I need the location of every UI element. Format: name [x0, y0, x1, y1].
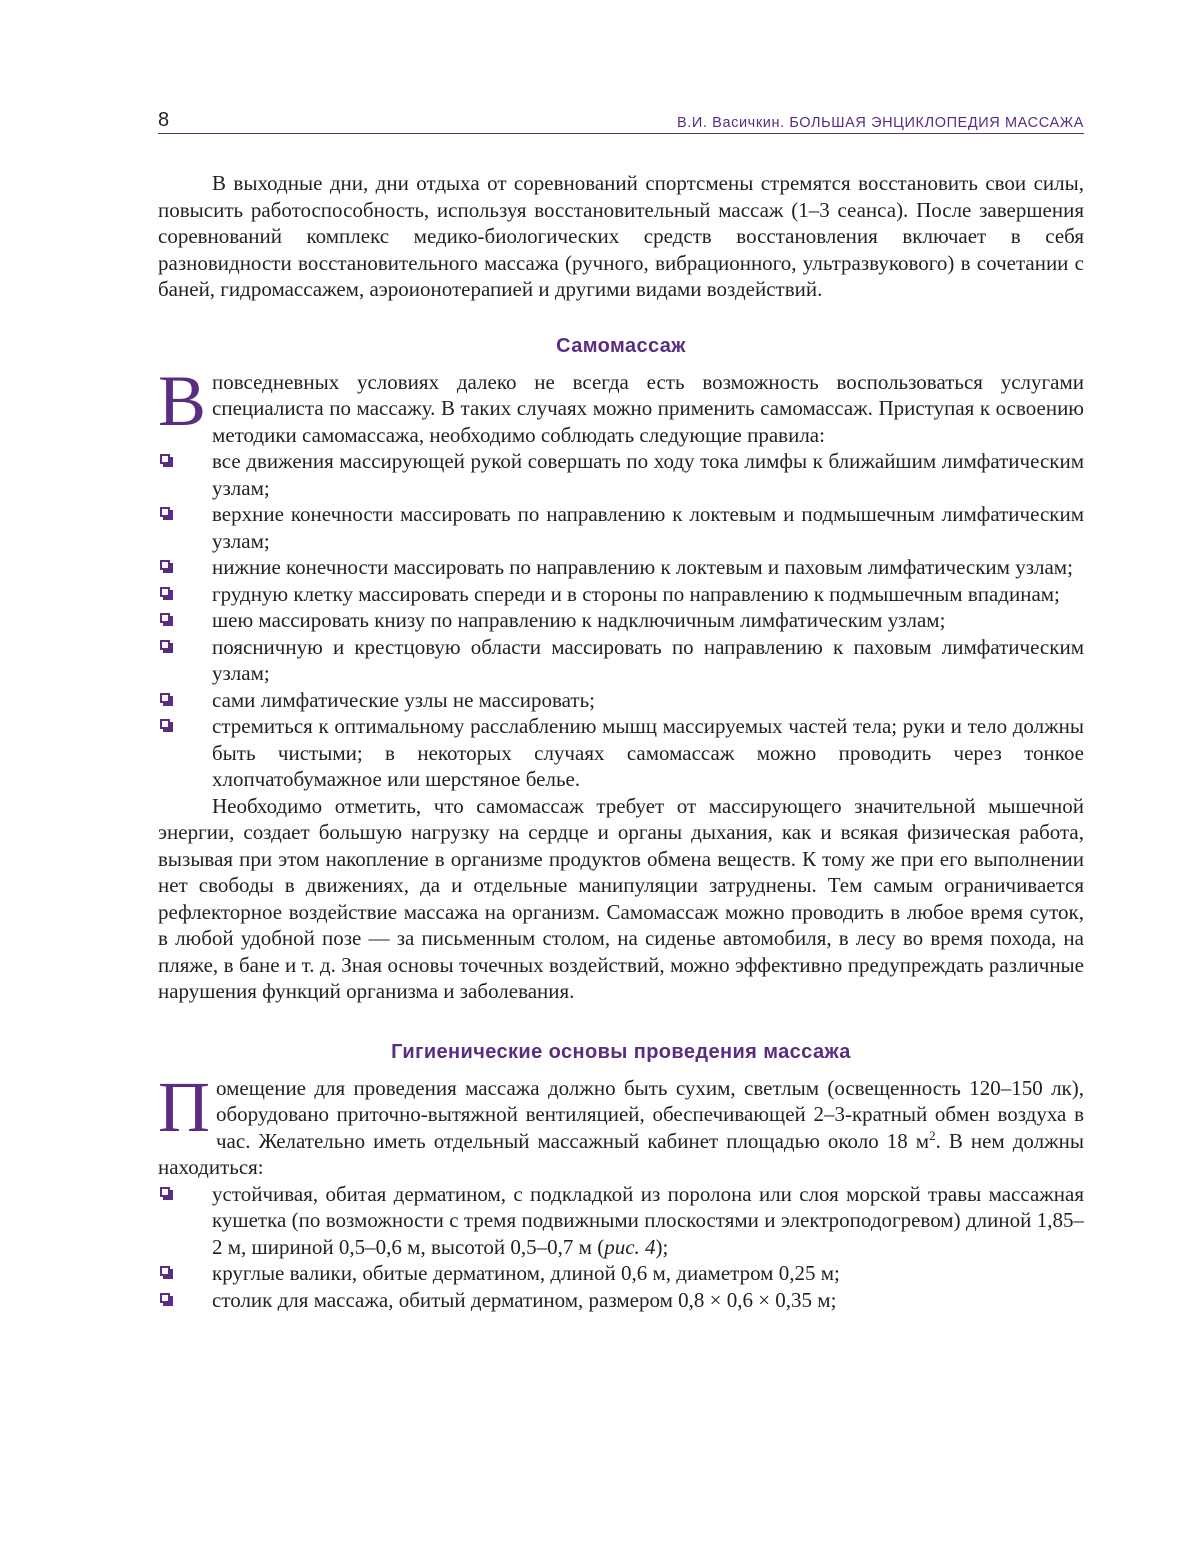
list-item-text: столик для массажа, обитый дерматином, размером 0,8 × 0,6 × 0,35 м;: [212, 1287, 837, 1312]
hygiene-equipment-list: [158, 1181, 1084, 1314]
figure-reference: рис. 4: [604, 1234, 656, 1259]
list-item-text: устойчивая, обитая дерматином, с подкладкой из поролона или слоя морской травы массажная кушетка (по возможности с тремя подвижными плоскостями и электроподогревом) длиной 1,85–2 м, шириной 0,5–0,6 м, высотой 0,5–0,7 м (: [212, 1181, 1084, 1259]
list-item: [158, 581, 1084, 608]
list-item-text: верхние конечности массировать по направлению к локтевым и подмышечным лимфатическим узлам;: [212, 502, 1084, 553]
list-item: [158, 1287, 1084, 1314]
intro-paragraph: В выходные дни, дни отдыха от соревнований спортсмены стремятся восстановить свои силы, повысить работоспособность, используя восстановительный массаж (1–3 сеанса). После завершения соревнований комплекс медико-биологических средств восстановления включает в себя разновидности восстановительного массажа (ручного, вибрационного, ультразвукового) в сочетании с баней, гидромассажем, аэроионотерапией и другими видами воздействий.: [158, 171, 1084, 301]
list-item: [158, 1181, 1084, 1261]
checkbox-bullet-icon: [160, 1293, 170, 1303]
list-item-text: шею массировать книзу по направлению к надключичным лимфатическим узлам;: [212, 608, 946, 632]
list-item-text: стремиться к оптимальному расслаблению мышц массируемых частей тела; руки и тело должны быть чистыми; в некоторых случаях самомассаж можно проводить через тонкое хлопчатобумажное или шерстяное белье.: [212, 714, 1084, 791]
document-page: [158, 104, 1084, 1313]
list-item-text: круглые валики, обитые дерматином, длиной 0,6 м, диаметром 0,25 м;: [212, 1261, 840, 1285]
list-item: [158, 634, 1084, 687]
page-content: [158, 170, 1084, 1313]
checkbox-bullet-icon: [160, 640, 170, 650]
lead-text-end: . В нем должны находиться:: [158, 1128, 1084, 1179]
checkbox-bullet-icon: [160, 454, 170, 464]
section-heading-self-massage: Самомассаж: [556, 334, 686, 357]
checkbox-bullet-icon: [160, 613, 170, 623]
self-massage-lead-paragraph: [158, 360, 1084, 449]
checkbox-bullet-icon: [160, 719, 170, 729]
list-item: [158, 448, 1084, 501]
checkbox-bullet-icon: [160, 507, 170, 517]
checkbox-bullet-icon: [160, 1187, 170, 1197]
checkbox-bullet-icon: [160, 587, 170, 597]
list-item: [158, 501, 1084, 554]
checkbox-bullet-icon: [160, 560, 170, 570]
checkbox-bullet-icon: [160, 1266, 170, 1276]
running-header: [158, 104, 1084, 134]
drop-cap: П: [158, 1066, 210, 1147]
list-item: [158, 607, 1084, 634]
list-item-text: грудную клетку массировать спереди и в стороны по направлению к подмышечным впадинам;: [212, 581, 1060, 606]
lead-text: повседневных условиях далеко не всегда есть возможность воспользоваться услугами специалиста по массажу. В таких случаях можно применить самомассаж. Приступая к освоению методики самомассажа, необходимо соблюдать следующие правила:: [212, 369, 1084, 447]
list-item: [158, 687, 1084, 714]
lead-text: омещение для проведения массажа должно быть сухим, светлым (освещенность 120–150 лк), оборудовано приточно-вытяжной вентиляцией, обеспечивающей 2–3-кратный обмен воздуха в час. Желательно иметь отдельный массажный кабинет площадью около 18 м: [216, 1075, 1084, 1153]
superscript: 2: [929, 1127, 936, 1143]
list-item-text: нижние конечности массировать по направлению к локтевым и паховым лимфатическим узлам;: [212, 555, 1073, 579]
section-heading-hygiene: Гигиенические основы проведения массажа: [391, 1040, 851, 1063]
list-item: [158, 554, 1084, 581]
list-item-text: все движения массирующей рукой совершать по ходу тока лимфы к ближайшим лимфатическим узлам;: [212, 449, 1084, 500]
checkbox-bullet-icon: [160, 693, 170, 703]
self-massage-rules-list: [158, 448, 1084, 793]
drop-cap: В: [158, 360, 207, 441]
list-item-text: сами лимфатические узлы не массировать;: [212, 687, 596, 712]
hygiene-lead-paragraph: [158, 1066, 1084, 1181]
page-number: 8: [158, 109, 170, 131]
list-item-text-end: );: [655, 1234, 669, 1259]
self-massage-closing-paragraph: Необходимо отметить, что самомассаж требует от массирующего значительной мышечной энергии, создает большую нагрузку на сердце и органы дыхания, как и всякая физическая работа, вызывая при этом накопление в организме продуктов обмена веществ. К тому же при его выполнении нет свободы в движениях, да и отдельные манипуляции затруднены. Тем самым ограничивается рефлекторное воздействие массажа на организм. Самомассаж можно проводить в любое время суток, в любой удобной позе — за письменным столом, на сиденье автомобиля, в лесу во время похода, на пляже, в бане и т. д. Зная основы точечных воздействий, можно эффективно предупреждать различные нарушения функций организма и заболевания.: [158, 793, 1084, 1003]
running-title: В.И. Васичкин. БОЛЬШАЯ ЭНЦИКЛОПЕДИЯ МАССАЖА: [677, 114, 1084, 131]
list-item: [158, 713, 1084, 793]
list-item: [158, 1260, 1084, 1287]
list-item-text: поясничную и крестцовую области массировать по направлению к паховым лимфатическим узлам;: [212, 634, 1084, 685]
